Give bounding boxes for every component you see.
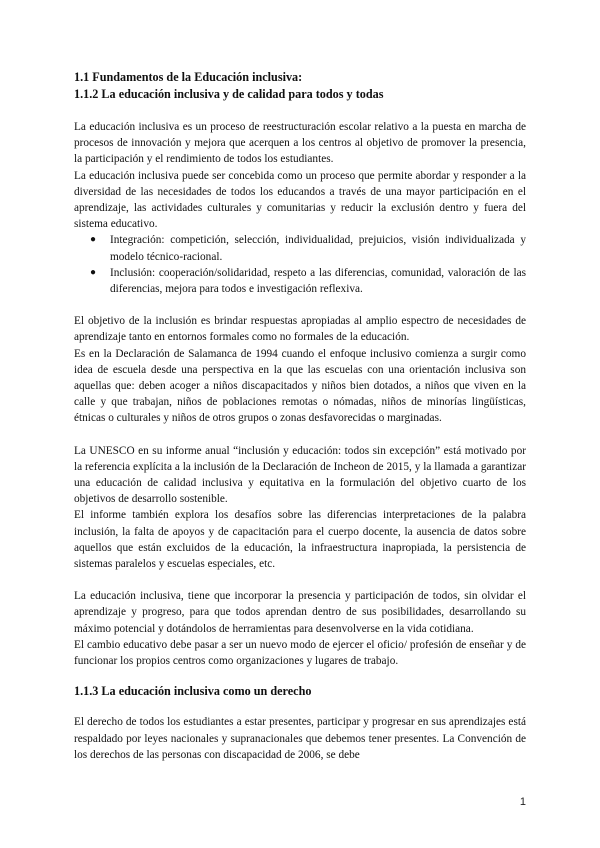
paragraph-9: El derecho de todos los estudiantes a estar presentes, participar y progresar en sus aprendizajes está respaldado por leyes nacionales y supranacionales que debemos tener presentes. La Convención de los derechos de las personas con discapacidad de 2006, se debe <box>74 716 526 761</box>
paragraph-6: El informe también explora los desafíos sobre las diferencias interpretaciones de la palabra inclusión, la falta de apoyos y de capacitación para el cuerpo docente, la ausencia de datos sobre aquellos que están excluidos de la educación, la infraestructura inapropiada, la persistencia de sistemas paralelos y escuelas especiales, etc. <box>74 509 526 571</box>
heading-section-1-1-3: 1.1.3 La educación inclusiva como un derecho <box>74 684 312 699</box>
bullet-text: Inclusión: cooperación/solidaridad, respeto a las diferencias, comunidad, valoración de las diferencias, mejora para todos e investigación reflexiva. <box>110 266 526 296</box>
heading-section-1-1-2: 1.1.2 La educación inclusiva y de calidad para todos y todas <box>74 87 384 101</box>
page-content <box>74 69 526 763</box>
paragraph-3: El objetivo de la inclusión es brindar respuestas apropiadas al amplio espectro de necesidades de aprendizaje tanto en entornos formales como no formales de la educación. <box>74 315 526 344</box>
bullet-item-inclusion <box>88 265 526 297</box>
bullet-list <box>74 232 526 297</box>
page-number: 1 <box>519 796 526 808</box>
bullet-text: Integración: competición, selección, individualidad, prejuicios, visión individualizada y modelo técnico-racional. <box>110 234 526 263</box>
paragraph-2: La educación inclusiva puede ser concebida como un proceso que permite abordar y responder a la diversidad de las necesidades de todos los educandos a través de una mayor participación en el aprendizaje, las actividades culturales y comunitarias y reducir la exclusión dentro y fuera del sistema educativo. <box>74 169 526 231</box>
paragraph-4: Es en la Declaración de Salamanca de 1994 cuando el enfoque inclusivo comienza a surgir como idea de escuela desde una perspectiva en la que las escuelas con una orientación inclusiva son aquellas que: deben acoger a niños discapacitados y niños bien dotados, a niños que viven en la calle y que trabajan, niños de poblaciones remotas o nómadas, niños de minorías lingüísticas, étnicas o culturales y niños de otros grupos o zonas desfavorecidas o marginadas. <box>74 347 526 425</box>
paragraph-8: El cambio educativo debe pasar a ser un nuevo modo de ejercer el oficio/ profesión de enseñar y de funcionar los propios centros como organizaciones y lugares de trabajo. <box>74 638 526 668</box>
paragraph-5: La UNESCO en su informe anual “inclusión y educación: todos sin excepción” está motivado por la referencia explícita a la inclusión de la Declaración de Incheon de 2015, y la llamada a garantizar una educación de calidad inclusiva y equitativa en la formulación del objetivo cuarto de los objetivos de desarrollo sostenible. <box>74 444 526 506</box>
paragraph-7: La educación inclusiva, tiene que incorporar la presencia y participación de todos, sin olvidar el aprendizaje y progreso, para que todos aprendan dentro de sus posibilidades, desarrollando su máximo potencial y dotándolos de herramientas para desenvolverse en la vida cotidiana. <box>74 590 526 635</box>
bullet-item-integracion <box>88 232 526 264</box>
bullet-dot-icon: ● <box>90 234 97 246</box>
heading-section-1-1: 1.1 Fundamentos de la Educación inclusiva: <box>74 70 303 84</box>
paragraph-1: La educación inclusiva es un proceso de reestructuración escolar relativo a la puesta en marcha de procesos de innovación y mejora que acerquen a los centros al objetivo de promover la presencia, la participación y el rendimiento de todos los estudiantes. <box>74 121 526 166</box>
bullet-dot-icon: ● <box>90 266 97 278</box>
